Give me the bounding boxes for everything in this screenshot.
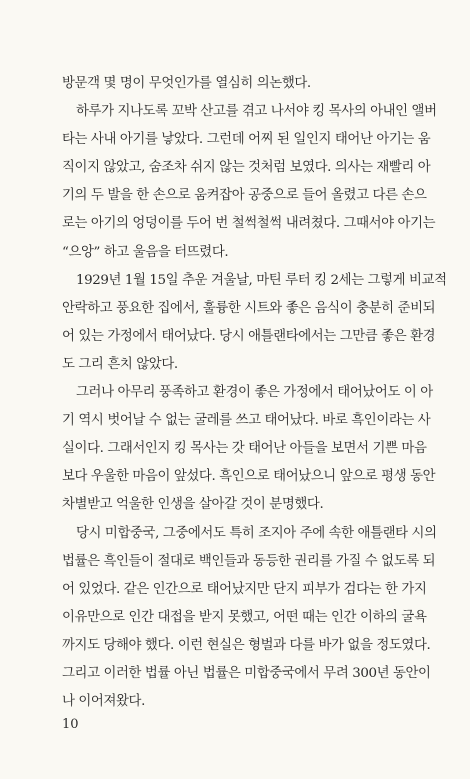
text-line-6: 로는 아기의 엉덩이를 두어 번 철썩철썩 내려쳤다. 그때서야 아기는 xyxy=(62,216,436,232)
text-line-15: 보다 우울한 마음이 앞섰다. 흑인으로 태어났으니 앞으로 평생 동안 xyxy=(62,469,436,485)
text-line-16: 차별받고 억울한 인생을 살아갈 것이 분명했다. xyxy=(62,497,324,513)
text-line-9: 안락하고 풍요한 집에서, 훌륭한 시트와 좋은 음식이 충분히 준비되 xyxy=(62,300,436,316)
text-line-3: 타는 사내 아기를 낳았다. 그런데 어찌 된 일인지 태어난 아기는 움 xyxy=(62,132,431,148)
text-line-13: 기 역시 벗어날 수 없는 굴레를 쓰고 태어났다. 바로 흑인이라는 사 xyxy=(62,413,431,429)
text-line-12: 그러나 아무리 풍족하고 환경이 좋은 가정에서 태어났어도 이 아 xyxy=(76,385,433,401)
text-line-10: 어 있는 가정에서 태어났다. 당시 애틀랜타에서는 그만큼 좋은 환경 xyxy=(62,328,436,344)
text-line-5: 기의 두 발을 한 손으로 움켜잡아 공중으로 들어 올렸고 다른 손으 xyxy=(62,188,427,204)
text-line-18: 법률은 흑인들이 절대로 백인들과 동등한 권리를 가질 수 없도록 되 xyxy=(62,553,436,569)
text-line-11: 도 그리 흔치 않았다. xyxy=(62,356,178,372)
text-line-23: 나 이어져왔다. xyxy=(62,694,145,710)
text-line-1: 방문객 몇 명이 무엇인가를 열심히 의논했다. xyxy=(62,76,311,91)
text-line-19: 어 있었다. 같은 인간으로 태어났지만 단지 피부가 검다는 한 가지 xyxy=(62,581,427,597)
text-line-21: 까지도 당해야 했다. 이런 현실은 형벌과 다를 바가 없을 정도였다. xyxy=(62,637,431,653)
text-line-7: “으앙” 하고 울음을 터뜨렸다. xyxy=(62,244,229,260)
text-line-2: 하루가 지나도록 꼬박 산고를 겪고 나서야 킹 목사의 아내인 앨버 xyxy=(76,104,437,120)
body-text xyxy=(62,70,447,716)
text-line-17: 당시 미합중국, 그중에서도 특히 조지아 주에 속한 애틀랜타 시의 xyxy=(76,525,437,541)
text-line-8: 1929년 1월 15일 추운 겨울날, 마틴 루터 킹 2세는 그렇게 비교적 xyxy=(76,272,447,288)
page-number: 10 xyxy=(62,717,79,732)
text-line-22: 그리고 이러한 법률 아닌 법률은 미합중국에서 무려 300년 동안이 xyxy=(62,665,431,681)
text-line-4: 직이지 않았고, 숨조차 쉬지 않는 것처럼 보였다. 의사는 재빨리 아 xyxy=(62,160,431,176)
text-line-20: 이유만으로 인간 대접을 받지 못했고, 어떤 때는 인간 이하의 굴욕 xyxy=(62,609,427,625)
text-line-14: 실이다. 그래서인지 킹 목사는 갓 태어난 아들을 보면서 기쁜 마음 xyxy=(62,441,427,457)
